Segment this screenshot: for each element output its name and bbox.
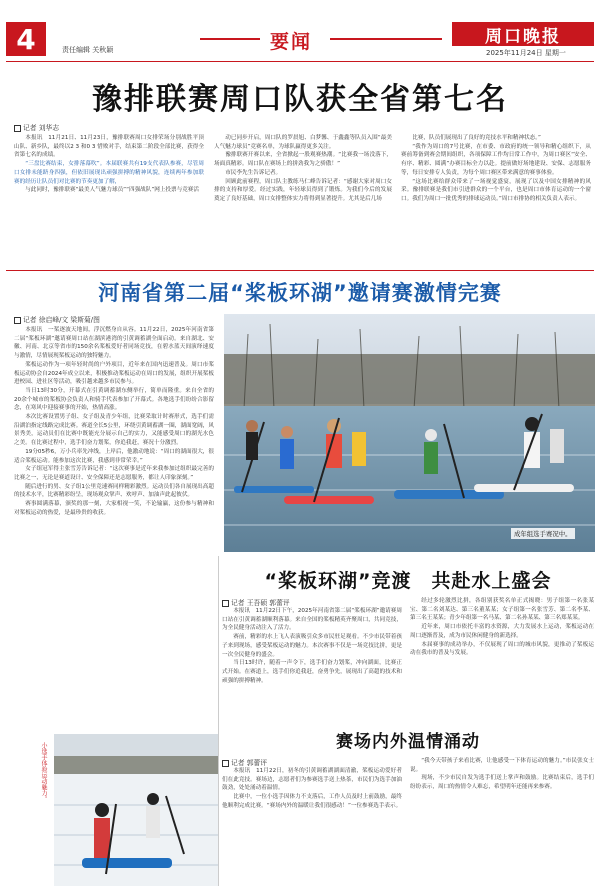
article1-column-1: 本报讯 11月21日、11月23日，豫排联赛周口女排荣场分别战胜平顶山队、新乡队，最终以2 3 和0 3 惜败对手，结束第二阶段全部比赛，获得全省第七名的成绩。 “三盘比赛结束，女排落幕吹”。本届联赛共有19支代表队参赛，尽管周口女排未能跻身四强，但依旧展现出顽强拼搏的精神风貌，连续两年参加联赛的经历让队员们对比赛的节奏更加了解， 与此同时，豫排联赛“最美人气魅力球员”“四强战队”网上投票与竞赛活 — [14, 135, 204, 194]
paddleboard-race-photo — [224, 314, 595, 552]
column-divider — [218, 556, 219, 886]
article4-column-1: 本报讯 11月22日，初冬的引黄调蓄湖湖面清澈，桨板运动爱好者们在此竞技。赛场边，志愿者们为参赛选手送上热茶，市民们为选手加油鼓劲，处处涌动着温情。 比赛中，一位小选手因体力不支落后，工作人员及时上前鼓励，最终他顺利完成比赛。“赛场内外的温暖让我们很感动！”一位参赛选手表示。 — [222, 768, 402, 809]
article1-byline: 记者 刘华志 — [14, 122, 59, 132]
section-rule-left — [200, 38, 260, 40]
editor-credits: 责任编辑 关秋颖 — [62, 46, 114, 54]
article1-column-2: 动已同步开启，周口队的罗晨旭、白梦馨、于鑫鑫等队员入围“最美人气魅力球员”竞赛名单，为球队赢得更多关注。 豫排联赛开赛以来，全省掀起一股观赛热潮。“比赛我一场没落下，场面真精彩。周口队在赛场上的拼劲我为之骄傲！” 市民李先生告诉记者。 回顾此前赛程，周口队主教练马仁峰告诉记者：“感谢大家对周口女排的支持和厚爱。经过实践，年轻球员得到了锻炼。为我们今后的发展奠定了良好基础，周口女排整体实力将得到显著提升。尤其是后几场 — [214, 135, 392, 202]
article4-column-2: “我今天带孩子来看比赛，让他感受一下体育运动的魅力。”市民张女士说。 现场，不少市民自发为选手们送上掌声和鼓励。比赛结束后，选手们纷纷表示，周口的热情令人难忘，希望明年还能再来参赛。 — [410, 758, 594, 791]
photo2-caption: 小选手体验运动魅力。 — [40, 742, 47, 802]
newspaper-logo: 周口晚报 — [452, 22, 594, 46]
article4-byline: 记者 郭蕾评 — [222, 757, 267, 767]
article3-byline: 记者 王吾硕 郭蕾评 — [222, 597, 290, 607]
section-rule-right — [330, 38, 442, 40]
section-title: 要闻 — [270, 31, 313, 53]
article1-headline: 豫排联赛周口队获全省第七名 — [92, 82, 508, 117]
article1-divider — [6, 270, 594, 271]
issue-date: 2025年11月24日 星期一 — [486, 49, 566, 57]
article3-column-1: 本报讯 11月22日下午，2025年河南省第二届“桨板环湖”邀请赛周口站在引黄调蓄湖顺利落幕。来自全国的桨板精英齐聚周口，共同竞技，为全民健身活动注入了活力。 赛前，精彩的水上飞人表演吸引众多市民驻足观看。不少市民带着孩子来到现场，感受桨板运动的魅力。本次赛事不仅是一场竞技比拼，更是一次全民健身的盛会。 当日13时许，随着一声令下，选手们奋力划桨，冲向湖面，比赛正式开始。在赛道上，选手们你追我赶，奋勇争先，展现出了高超的技术和顽强的拼搏精神。 — [222, 608, 402, 684]
article4-headline: 赛场内外温情涌动 — [336, 732, 480, 752]
article2-byline: 记者 徐启峰/文 梁斯菊/图 — [14, 314, 100, 324]
article3-headline: “桨板环湖”竞渡 共赴水上盛会 — [264, 570, 552, 592]
photo1-caption: 成年组选手赛况中。 — [511, 528, 575, 539]
masthead-rule — [6, 61, 594, 62]
article1-column-3: 比赛，队员们展现出了良好的竞技水平和精神状态。” “我作为周口的7号比赛，在市委、市政府的统一领导和精心组织下，从赛前筹备到赛会期间组织，各项保障工作均日常工作中，为周口赛区“安全、有序、精彩、圆满”办赛目标全力以赴。提前做好场地建设、安保、志愿服务等，每日安排专人负责，为每个周口赛区带来满意的赛事体验。 “这场比赛给群众带来了一场视觉盛宴，展现了以及中国女排精神的风采。豫排联赛是我们市引进群众的一个平台，也是周口市体育运动的一个窗口。我们为周口一批优秀的排球运动员。”周口市排协的相关负责人表示。 — [401, 135, 591, 202]
young-paddler-photo — [54, 734, 218, 886]
article3-column-2: 经过多轮激烈比拼，各组别获奖名单正式揭晓：男子组第一名张某宝、第二名刘某达、第三名董某某；女子组第一名张雪芳、第二名李某、第三名王某某；青少年组第一名马某、第二名孙某某、第三名郑某某。 近年来，周口市依托丰富的水资源，大力发展水上运动，桨板运动在周口逐渐普及，成为市民休闲健身的新选择。 本届赛事的成功举办，不仅展现了周口的城市风貌，更推动了桨板运动在我市的普及与发展。 — [410, 598, 594, 657]
article2-column-1: 本报讯 一桨逐波天地间，浮沉燃身自从容。11月22日，2025年河南省第二届“桨板环湖”邀请赛周口站在湖滨港湾的引黄调蓄湖全面启动。来自湖北、安徽、河南、北京等省市的150余名桨板爱好者同场竞技，在碧水蓝天间演绎速度与激情，尽情展现桨板运动的独特魅力。 桨板运动作为一项年轻时尚的户外项目，近年来在国内迅速普及。周口市桨板运动协会自2024年成立以来，积极推动桨板运动在周口的发展，组织开展桨板进校园、进社区等活动，吸引越来越多市民参与。 当日13时30分，开幕式在引黄调蓄湖东侧举行，简单而隆重。来自全省的20余个城市的桨板协会负责人和骑手代表参加了开幕式。各地选手们纷纷合影留念，在寒风中迎接赛事的开始，热情高涨。 本次比赛设置男子组、女子组及青少年组，比赛采取计时赛形式，选手们需沿湖泊指定线路完成比赛。赛道全长5公里，环绕引黄调蓄湖一圈，湖面宽阔，风景秀美，运动员们在比赛中既能充分展示自己的实力，又能感受周口的湖光水色之美。在比赛过程中，选手们奋力划桨，你追我赶，赛况十分激烈。 19分05秒6，万小兵率先冲线，上岸后，他激动地说：“周口的湖面很大，很适合桨板运动。能参加这次比赛，我感到非常荣幸。” 女子组冠军得主张雪芳告诉记者：“这次赛事是近年来我参加过组织最完善的比赛之一，无论是赛道设计、安全保障还是志愿服务，都让人印象深刻。” 随后进行的男、女子组1公里竞速赛同样精彩激烈。运动员们各自展现出高超的技术水平，比赛精彩纷呈，现场观众掌声、欢呼声、加油声此起彼伏。 赛事圆满落幕，颁奖的那一刻，大家相视一笑，不论输赢，这份参与精神和对桨板运动的热爱，是最珍贵的收获。 — [14, 327, 214, 516]
article2-headline: 河南省第二届“桨板环湖”邀请赛激情完赛 — [98, 281, 502, 305]
page-number: 4 — [6, 22, 46, 56]
